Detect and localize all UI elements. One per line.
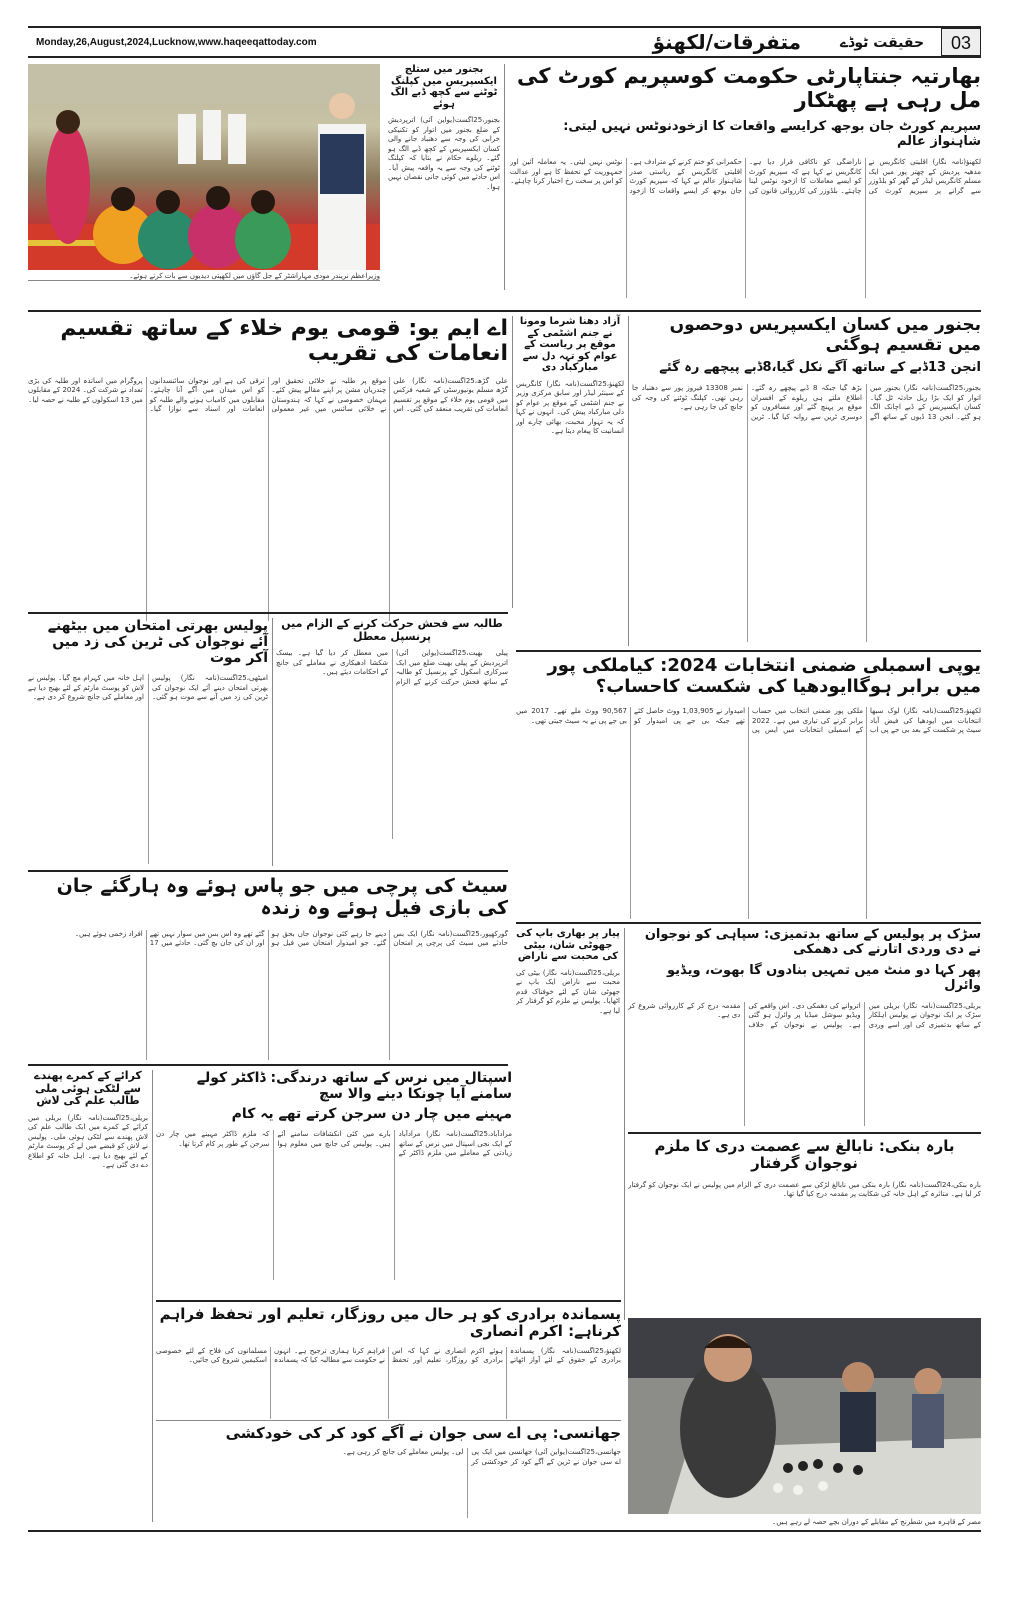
- article-police-misbehave-body: بریلی،25اگست(نامہ نگار) بریلی میں سڑک پر ایک نوجوان نے پولیس اہلکار کے ساتھ بدتمیزی کی اور اسے وردی اتروانے کی دھمکی دی۔ اس واقعے کی ویڈیو سوشل میڈیا پر وائرل ہو گئی ہے۔ پولیس نے نوجوان کے خلاف مقدمہ درج کر کے کارروائی شروع کر دی ہے۔: [628, 1001, 981, 1029]
- article-pasmanda-headline: پسماندہ برادری کو ہر حال میں روزگار، تعلیم اور تحفظ فراہم کرناہے: اکرم انصاری: [159, 1305, 621, 1341]
- article-kisan-headline: بجنور میں کسان ایکسپریس دوحصوں میں تقسیم ہوگئی: [669, 315, 981, 355]
- article-train-coupling-body: بجنور،25اگست(یواین آئی) اترپردیش کے ضلع بجنور میں اتوار کو تکنیکی خرابی کی وجہ سے دھنباد جانے والی کسان ایکسپریس کے کچھ ڈبے الگ ہو گئے۔ ریلوے حکام نے بتایا کہ کپلنگ ٹوٹنے کی وجہ سے یہ واقعہ پیش آیا۔ اس حادثے میں کوئی جانی نقصان نہیں ہوا۔: [388, 116, 500, 191]
- article-police-exam: [28, 618, 268, 866]
- article-student-body-headline: کرائے کے کمرے پھندے سے لٹکی ہوئی ملی طالب علم کی لاش: [34, 1069, 142, 1108]
- article-police-misbehave-subhead: پھر کہا دو منٹ میں تمہیں بنادوں گا بھوت، ویڈیو وائرل: [667, 962, 981, 993]
- article-father-pride-headline: پیار پر بھاری باپ کی جھوٹی شان، بیٹی کی محبت سے ناراض: [516, 928, 620, 962]
- article-seat-slip-headline: سیٹ کی پرچی میں جو پاس ہوئے وہ ہارگئے جان کی بازی فیل ہوئے وہ زندہ: [56, 875, 508, 919]
- masthead-text: حقیقت ٹوڈے: [839, 35, 925, 51]
- article-train-coupling: [388, 64, 500, 290]
- article-hospital-body: مرادآباد،25اگست(نامہ نگار) مرادآباد کے ایک نجی اسپتال میں نرس کے ساتھ زیادتی کے معاملے میں ملزم ڈاکٹر کے بارے میں کئی انکشافات سامنے آئے ہیں۔ پولیس کی جانچ میں معلوم ہوا کہ ملزم ڈاکٹر مہینے میں چار دن سرجن کے طور پر کام کرتا تھا۔: [156, 1130, 512, 1158]
- photo-modi-illustration: [28, 64, 380, 270]
- article-jhansi-headline: جھانسی: پی اے سی جوان نے آگے کود کر کی خودکشی: [225, 1424, 621, 1442]
- article-kisan-subhead: انجن 13ڈبے کے ساتھ آگے نکل گیا،8ڈبے پیچھے رہ گئے: [659, 360, 981, 376]
- article-seat-slip-body: گورکھپور،25اگست(نامہ نگار) ایک بس حادثے میں سیٹ کی پرچی پر امتحان دینے جا رہے کئی نوجوان جاں بحق ہو گئے۔ جو امیدوار امتحان میں فیل ہو گئے تھے وہ اس بس میں سوار نہیں تھے اور ان کی جان بچ گئی۔ حادثے میں 17 افراد زخمی ہوئے ہیں۔: [74, 929, 508, 948]
- article-pasmanda: [156, 1306, 621, 1416]
- article-janmashtami-body: لکھنؤ،25اگست(نامہ نگار) کانگریس کے سینئر لیڈر اور سابق مرکزی وزیر نے جنم اشٹمی کے موقع پر عوام کو دلی مبارکباد پیش کی۔ انہوں نے کہا کہ یہ تہوار محبت، بھائی چارے اور انسانیت کا پیغام دیتا ہے۔: [516, 379, 624, 435]
- article-jhansi-body: جھانسی،25اگست(یواین آئی) جھانسی میں ایک پی اے سی جوان نے ٹرین کے آگے کود کر خودکشی کر لی۔ پولیس معاملے کی جانچ کر رہی ہے۔: [342, 1448, 621, 1466]
- article-supreme-court-headline: بھارتیہ جنتاپارٹی حکومت کوسپریم کورٹ کی مل رہی ہے پھٹکار: [517, 64, 981, 113]
- article-supreme-court: [510, 64, 981, 308]
- article-jhansi-pac: [156, 1420, 621, 1528]
- article-police-misbehave: [628, 928, 981, 1128]
- article-milkipur-body: لکھنؤ،25اگست(نامہ نگار) لوک سبھا انتخابات میں ایودھیا کی فیض آباد سیٹ پر شکست کے بعد بی جے پی اب ملکی پور ضمنی انتخاب میں حساب برابر کرنے کی تیاری میں ہے۔ 2022 کے اسمبلی انتخابات میں ایس پی امیدوار نے 1,03,905 ووٹ حاصل کئے تھے جبکہ بی جے پی امیدوار کو 90,567 ووٹ ملے تھے۔ 2017 میں بی جے پی نے یہ سیٹ جیتی تھی۔: [516, 707, 981, 735]
- page-number: 03: [941, 28, 981, 56]
- article-barabanki-arrest: [628, 1138, 981, 1314]
- article-hospital-subhead: مہینے میں چار دن سرجن کرتے تھے یہ کام: [231, 1106, 512, 1123]
- article-hospital-headline: اسپتال میں نرس کے ساتھ درندگی: ڈاکٹر کولے سامنے آیا چونکا دینے والا سچ: [196, 1070, 512, 1103]
- article-principal-headline: طالبہ سے فحش حرکت کرنے کے الزام میں پرنسپل معطل: [281, 617, 503, 643]
- article-janmashtami: [516, 316, 624, 626]
- article-milkipur-bypoll: [516, 656, 981, 918]
- article-kisan-express: [632, 316, 981, 646]
- article-police-misbehave-headline: سڑک پر پولیس کے ساتھ بدتمیزی: سپاہی کو نوجوان نے دی وردی اتارنے کی دھمکی: [644, 927, 981, 957]
- dateline: Monday,26,August,2024,Lucknow,www.haqeeqattoday.com: [36, 37, 317, 48]
- masthead-logo: [827, 31, 937, 55]
- article-father-pride: [516, 928, 620, 1318]
- article-supreme-court-subhead: سپریم کورٹ جان بوجھ کرایسے واقعات کا ازخودنوٹس نہیں لیتی: شاہنواز عالم: [563, 119, 981, 150]
- article-amu-space-day: [28, 316, 508, 608]
- article-barabanki-body: بارہ بنکی،24اگست(نامہ نگار) بارہ بنکی میں نابالغ لڑکی سے عصمت دری کے الزام میں پولیس نے ایک نوجوان کو گرفتار کر لیا ہے۔ متاثرہ کے اہل خانہ کی شکایت پر مقدمہ درج کیا گیا تھا۔: [628, 1180, 981, 1198]
- article-train-coupling-headline: بجنور میں ستلج ایکسپریس میں کپلنگ ٹوٹنے سے کچھ ڈبے الگ ہوئے: [390, 64, 498, 110]
- article-pasmanda-body: لکھنؤ،25اگست(نامہ نگار) پسماندہ برادری کے حقوق کے لئے آواز اٹھاتے ہوئے اکرم انصاری نے کہا کہ اس برادری کو روزگار، تعلیم اور تحفظ فراہم کرنا ہماری ترجیح ہے۔ انہوں نے حکومت سے مطالبہ کیا کہ پسماندہ مسلمانوں کی فلاح کے لئے خصوصی اسکیمیں شروع کی جائیں۔: [156, 1346, 621, 1364]
- article-kisan-body: بجنور،25اگست(نامہ نگار) بجنور میں اتوار کو ایک بڑا ریل حادثہ ٹل گیا۔ کسان ایکسپریس کے ڈبے اچانک الگ ہو گئے۔ انجن 13 ڈبوں کے ساتھ آگے بڑھ گیا جبکہ 8 ڈبے پیچھے رہ گئے۔ اطلاع ملتے ہی ریلوے کے افسران موقع پر پہنچ گئے اور مسافروں کو دوسری ٹرین سے روانہ کیا گیا۔ ٹرین نمبر 13308 فیروز پور سے دھنباد جا رہی تھی۔ کپلنگ ٹوٹنے کی وجہ کی جانچ کی جا رہی ہے۔: [632, 384, 981, 421]
- article-police-exam-body: امیٹھی،25اگست(نامہ نگار) پولیس بھرتی امتحان دینے آئے ایک نوجوان کی ٹرین کی زد میں آنے سے موت ہو گئی۔ اہل خانہ میں کہرام مچ گیا۔ پولیس نے لاش کو پوسٹ مارٹم کے لئے بھیج دیا ہے اور معاملے کی جانچ شروع کر دی ہے۔: [28, 674, 268, 702]
- article-janmashtami-headline: آزاد دھنا شرما ومونا نے جنم اشٹمی کے موقع پر ریاست کے عوام کو تہہ دل سے مبارکباد دی: [519, 316, 621, 373]
- article-amu-headline: اے ایم یو: قومی یوم خلاء کے ساتھ تقسیم انعامات کی تقریب: [60, 316, 508, 367]
- article-police-exam-headline: پولیس بھرتی امتحان میں بیٹھنے آئے نوجوان کی ٹرین کی زد میں آکر موت: [47, 618, 268, 667]
- photo-modi-caption: وزیراعظم نریندر مودی مہاراشٹر کے جل گاؤں میں لکھپتی دیدیوں سے بات کرتے ہوئے۔: [28, 272, 380, 281]
- article-barabanki-headline: بارہ بنکی: نابالغ سے عصمت دری کا ملزم نوجوان گرفتار: [654, 1137, 955, 1173]
- photo-modi-event: [28, 64, 380, 270]
- section-title: متفرقات/لکھنؤ: [652, 30, 801, 54]
- article-student-body: [28, 1070, 148, 1520]
- article-principal-suspended: [276, 618, 508, 864]
- article-student-body-body: بریلی،25اگست(نامہ نگار) بریلی میں کرائے کے کمرے میں ایک طالب علم کی لاش پھندے سے لٹکی ہوئی ملی۔ پولیس نے لاش کو قبضے میں لے کر پوسٹ مارٹم کے لئے بھیج دیا ہے۔ اہل خانہ کو اطلاع دے دی گئی ہے۔: [28, 1113, 148, 1170]
- photo-chess-illustration: [628, 1318, 981, 1514]
- article-hospital-nurse: [156, 1070, 512, 1298]
- article-milkipur-headline: یوپی اسمبلی ضمنی انتخابات 2024: کیاملکی پور میں برابر ہوگاایودھیا کی شکست کاحساب؟: [547, 655, 981, 697]
- header-bar: [28, 26, 981, 58]
- article-amu-body: علی گڑھ،25اگست(نامہ نگار) علی گڑھ مسلم یونیورسٹی کے شعبہ فزکس میں قومی یوم خلاء کے موقع پر تقسیم انعامات کی تقریب منعقد کی گئی۔ اس موقع پر طلبہ نے خلائی تحقیق اور چندریان مشن پر اپنے مقالے پیش کئے۔ مہمان خصوصی نے کہا کہ ہندوستان نے خلائی سائنس میں غیر معمولی ترقی کی ہے اور نوجوان سائنسدانوں کو اس میدان میں آگے آنا چاہئے۔ مقابلوں میں کامیاب ہونے والے طلبہ کو انعامات اور اسناد سے نوازا گیا۔ پروگرام میں اساتذہ اور طلبہ کی بڑی تعداد نے شرکت کی۔ 2024 کے مقابلوں میں 13 اسکولوں کے طلبہ نے حصہ لیا۔: [28, 376, 508, 414]
- article-father-pride-body: بریلی،25اگست(نامہ نگار) بیٹی کی محبت سے ناراض ایک باپ نے جھوٹی شان کے لئے خوفناک قدم اٹھایا۔ پولیس نے ملزم کو گرفتار کر لیا ہے۔: [516, 968, 620, 1015]
- article-principal-body: پیلی بھیت،25اگست(یواین آئی) اترپردیش کے پیلی بھیت ضلع میں ایک سرکاری اسکول کے پرنسپل کو طالبہ کے ساتھ فحش حرکت کرنے کے الزام میں معطل کر دیا گیا ہے۔ بیسک شکشا ادھیکاری نے معاملے کی جانچ کے احکامات دیئے ہیں۔: [276, 649, 508, 686]
- photo-chess: [628, 1318, 981, 1514]
- article-seat-slip: [28, 876, 508, 1060]
- photo-chess-caption: مصر کے قاہرہ میں شطرنج کے مقابلے کے دوران بچے حصہ لے رہے ہیں۔: [772, 1518, 981, 1526]
- article-supreme-court-body: لکھنؤ(نامہ نگار) اقلیتی کانگریس نے مدھیہ پردیش کے چھتر پور میں ایک مسلم کانگریس لیڈر کے گھر کو بلڈوزر سے گرانے پر سپریم کورٹ کی ناراضگی کو ناکافی قرار دیا ہے۔ کانگریس نے کہا ہے کہ سپریم کورٹ کو ایسے معاملات کا ازخود نوٹس لینا چاہئے۔ بلڈوزر کی کارروائی قانون کی حکمرانی کو ختم کرنے کے مترادف ہے۔ اقلیتی کانگریس کے ریاستی صدر شاہنواز عالم نے کہا کہ سپریم کورٹ جان بوجھ کر ایسے واقعات کا ازخود نوٹس نہیں لیتی۔ یہ معاملہ آئین اور جمہوریت کے تحفظ کا ہے اور عدالت کو اس پر سخت رخ اختیار کرنا چاہئے۔: [510, 158, 981, 195]
